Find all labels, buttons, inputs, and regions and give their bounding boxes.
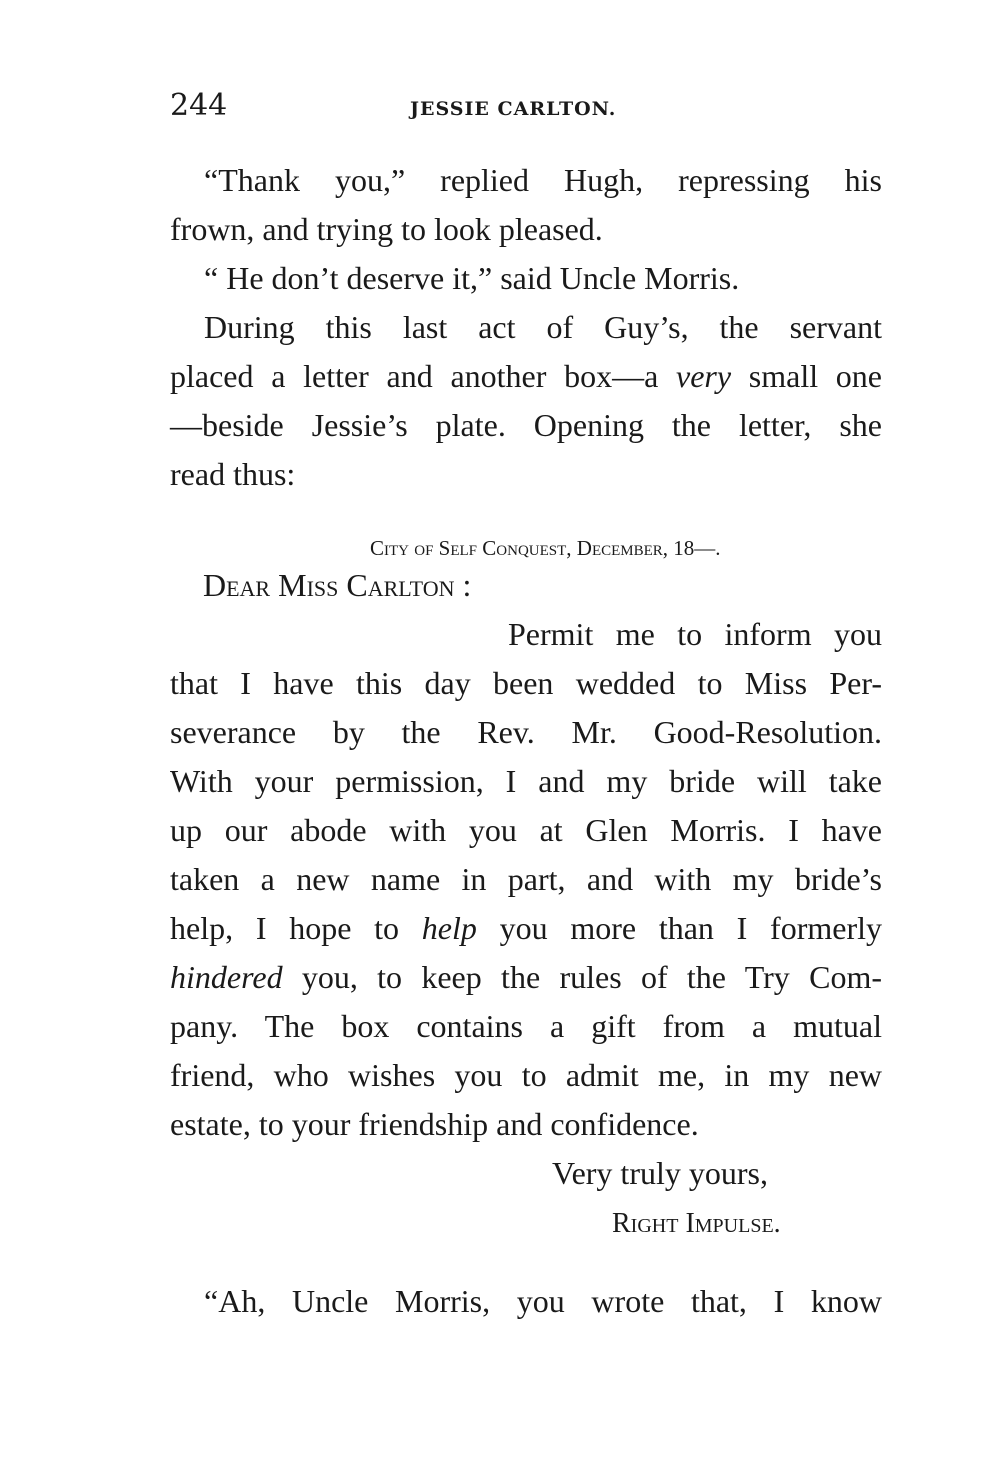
text-line: With your permission, I and my bride will take [170,763,882,799]
text-segment: help, I hope to [170,910,422,946]
text-line: friend, who wishes you to admit me, in my new [170,1057,882,1093]
page-header [170,88,882,128]
text-line: “Ah, Uncle Morris, you wrote that, I know [204,1283,882,1319]
text-line: Permit me to inform you [508,616,882,652]
text-line: up our abode with you at Glen Morris. I have [170,812,882,848]
text-line [170,356,882,396]
emphasized-word: help [421,910,477,946]
text-line: frown, and trying to look pleased. [170,211,603,247]
text-line: —beside Jessie’s plate. Opening the letter, she [170,407,882,443]
letter-salutation: Dear Miss Carlton : [203,567,472,603]
text-line [170,908,882,948]
emphasized-word: very [676,358,732,394]
text-line: pany. The box contains a gift from a mutual [170,1008,882,1044]
text-line: “Thank you,” replied Hugh, repressing his [204,162,882,198]
running-title: JESSIE CARLTON. [410,98,617,120]
text-line: taken a new name in part, and with my bride’s [170,861,882,897]
text-line: read thus: [170,456,296,492]
emphasized-word: hindered [170,959,283,995]
letter-dateline: City of Self Conquest, December, 18—. [370,536,721,560]
letter-closing: Very truly yours, [552,1155,768,1191]
text-line: severance by the Rev. Mr. Good-Resolution. [170,714,882,750]
text-line [170,957,882,997]
text-segment: you, to keep the rules of the Try Com- [282,959,882,995]
text-line: “ He don’t deserve it,” said Uncle Morris. [204,260,740,296]
text-line: estate, to your friendship and confidence. [170,1106,699,1142]
text-line: During this last act of Guy’s, the servant [204,309,882,345]
letter-signature: Right Impulse. [612,1208,781,1239]
text-segment: small one [731,358,883,394]
text-segment: placed a letter and another box—a [170,358,677,394]
page-number: 244 [170,88,228,123]
text-line: that I have this day been wedded to Miss Per- [170,665,882,701]
text-segment: you more than I formerly [476,910,882,946]
